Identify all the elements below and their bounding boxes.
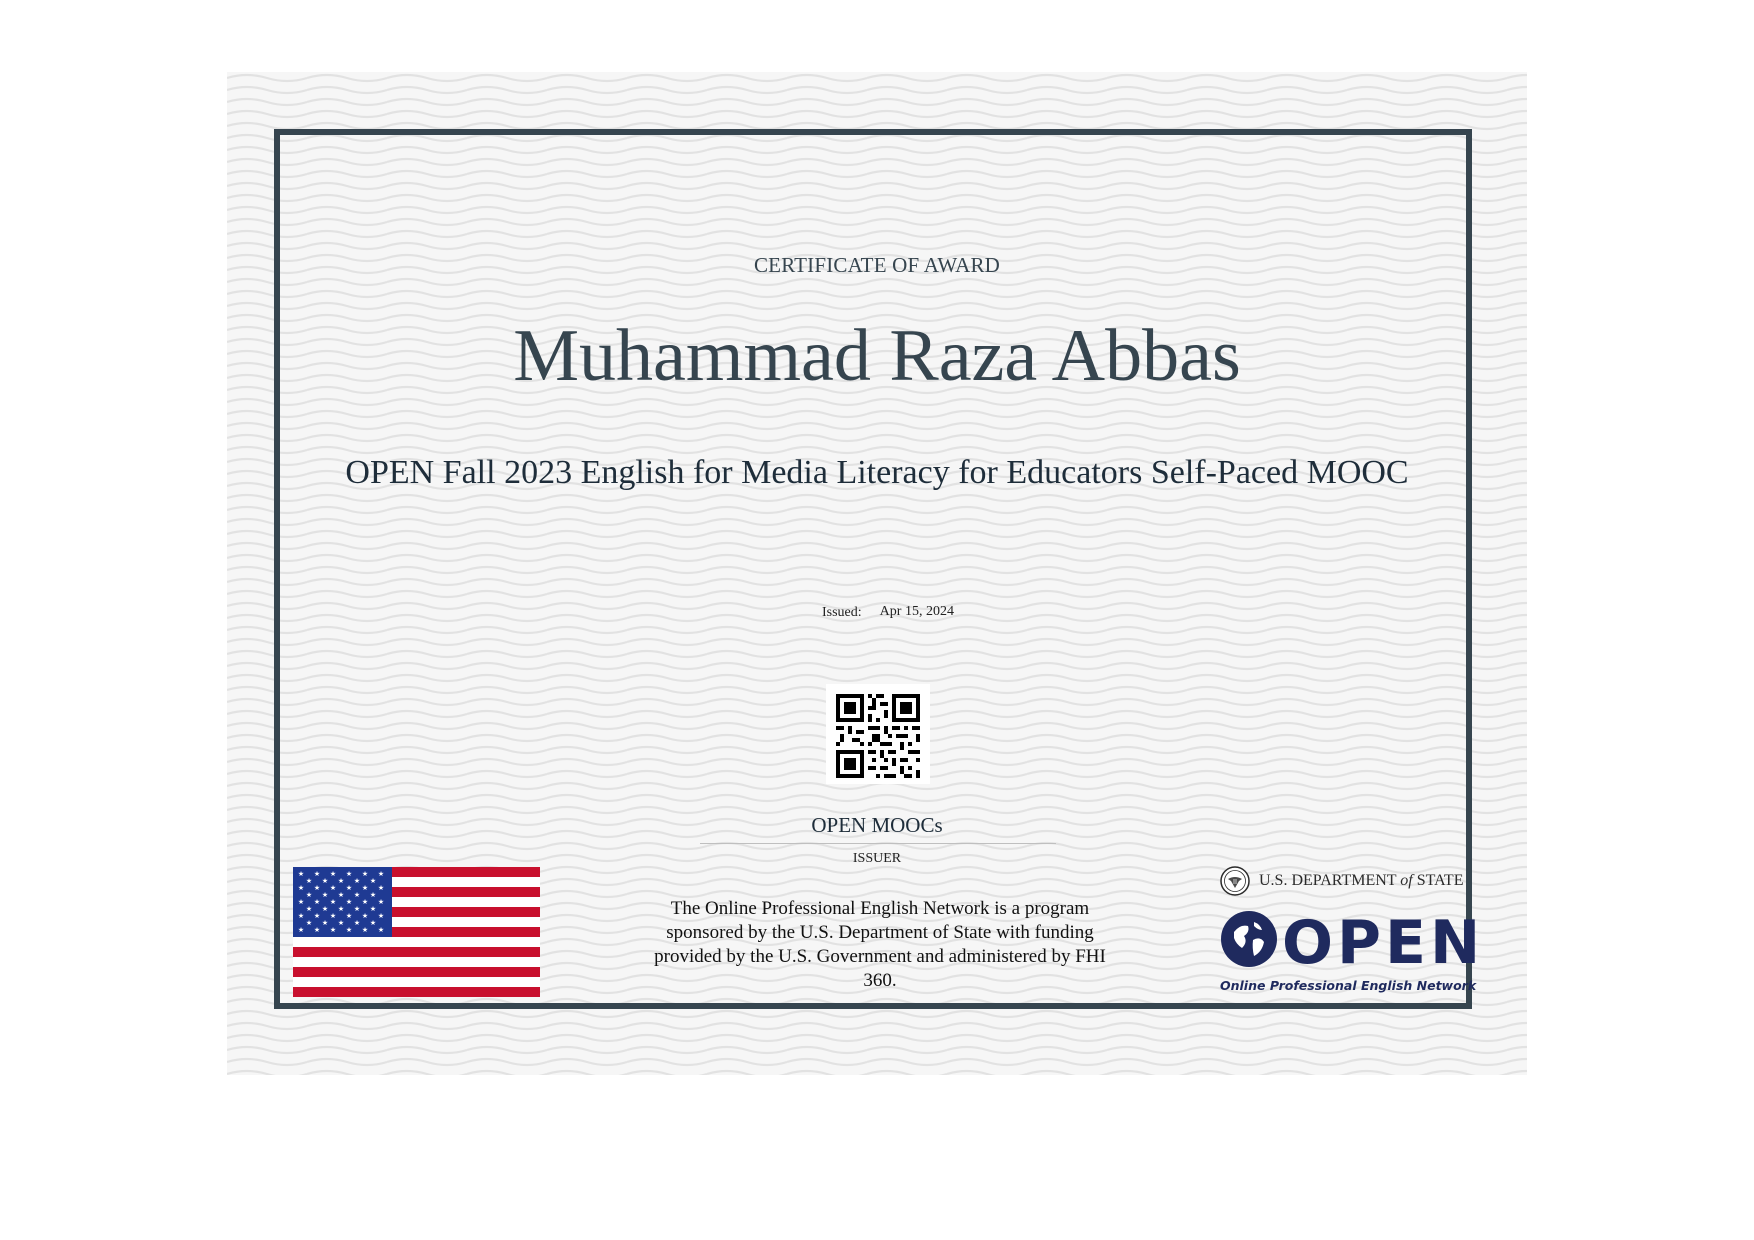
svg-text:★: ★ [361, 870, 369, 878]
svg-text:★: ★ [353, 905, 361, 913]
svg-text:★: ★ [321, 877, 329, 885]
svg-text:★: ★ [361, 898, 369, 906]
svg-text:★: ★ [305, 877, 313, 885]
us-flag-icon [293, 867, 540, 997]
svg-text:★: ★ [353, 919, 361, 927]
svg-text:★: ★ [337, 919, 345, 927]
svg-text:★: ★ [337, 891, 345, 899]
department-of-state-text [1259, 872, 1463, 890]
issued-row [822, 602, 954, 620]
department-suffix: STATE [1416, 872, 1464, 889]
svg-text:★: ★ [297, 912, 305, 920]
svg-text:★: ★ [345, 926, 353, 934]
issuer-divider [700, 843, 1056, 844]
svg-text:★: ★ [321, 919, 329, 927]
department-of-state-logo [1220, 866, 1463, 896]
svg-text:★: ★ [329, 926, 337, 934]
svg-text:★: ★ [361, 884, 369, 892]
svg-text:★: ★ [329, 884, 337, 892]
qr-code-icon [836, 694, 920, 778]
svg-text:★: ★ [329, 870, 337, 878]
svg-text:★: ★ [305, 919, 313, 927]
svg-text:★: ★ [377, 884, 385, 892]
svg-text:★: ★ [297, 926, 305, 934]
svg-text:★: ★ [353, 877, 361, 885]
svg-text:★: ★ [337, 877, 345, 885]
certificate-title: CERTIFICATE OF AWARD [753, 253, 1001, 277]
svg-text:★: ★ [297, 870, 305, 878]
svg-text:★: ★ [369, 905, 377, 913]
svg-text:★: ★ [377, 898, 385, 906]
issued-label: Issued: [822, 605, 862, 620]
program-statement: The Online Professional English Network is a program sponsored by the U.S. Department of State with funding provided by the U.S. Government and administered by FHI 360. [654, 898, 1106, 991]
svg-text:★: ★ [305, 905, 313, 913]
svg-text:★: ★ [313, 926, 321, 934]
svg-text:★: ★ [313, 870, 321, 878]
svg-text:★: ★ [329, 898, 337, 906]
department-prefix: U.S. DEPARTMENT [1259, 872, 1397, 889]
svg-text:★: ★ [361, 926, 369, 934]
issuer-name: OPEN MOOCs [811, 813, 943, 837]
svg-text:★: ★ [337, 905, 345, 913]
svg-text:★: ★ [321, 891, 329, 899]
open-tagline: Online Professional English Network [1220, 978, 1477, 993]
svg-text:★: ★ [345, 898, 353, 906]
department-of: of [1400, 872, 1413, 889]
issued-date: Apr 15, 2024 [879, 604, 954, 619]
svg-text:★: ★ [305, 891, 313, 899]
svg-text:★: ★ [361, 912, 369, 920]
svg-text:★: ★ [321, 905, 329, 913]
verification-qr-code[interactable] [826, 684, 930, 784]
issuer-label: ISSUER [852, 851, 902, 866]
svg-text:★: ★ [313, 884, 321, 892]
svg-text:★: ★ [377, 870, 385, 878]
svg-text:★: ★ [345, 870, 353, 878]
course-name: OPEN Fall 2023 English for Media Literacy for Educators Self-Paced MOOC [345, 454, 1409, 491]
svg-text:★: ★ [369, 919, 377, 927]
svg-text:★: ★ [353, 891, 361, 899]
svg-text:★: ★ [313, 912, 321, 920]
svg-text:★: ★ [345, 912, 353, 920]
svg-text:★: ★ [329, 912, 337, 920]
svg-text:★: ★ [377, 926, 385, 934]
svg-text:★: ★ [297, 884, 305, 892]
recipient-name: Muhammad Raza Abbas [513, 315, 1241, 397]
svg-text:★: ★ [377, 912, 385, 920]
svg-text:★: ★ [369, 891, 377, 899]
svg-text:★: ★ [345, 884, 353, 892]
open-logo-icon [1220, 908, 1485, 978]
state-department-seal-icon [1220, 866, 1250, 896]
svg-text:★: ★ [369, 877, 377, 885]
svg-text:★: ★ [297, 898, 305, 906]
open-wordmark: OPEN [1282, 908, 1485, 978]
svg-text:★: ★ [313, 898, 321, 906]
